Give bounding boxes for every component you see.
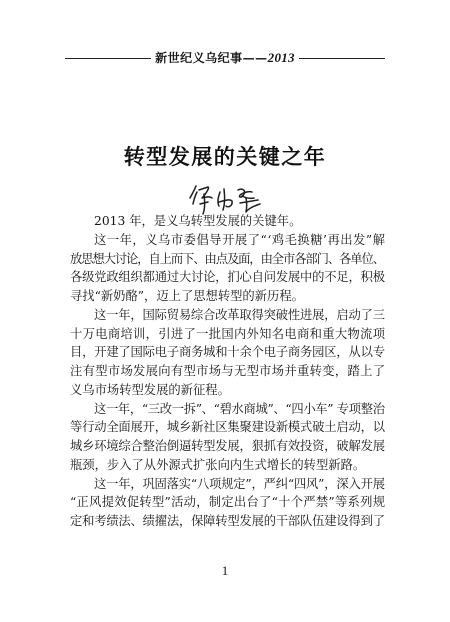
text-line bbox=[70, 306, 385, 325]
text-line-content: 义乌市场转型发展的新征程。 bbox=[70, 382, 230, 397]
text-line-content: 城乡环境综合整治倒逼转型发展，狠抓有效投资，破解发展 bbox=[70, 439, 385, 453]
text-line bbox=[70, 250, 385, 269]
text-line-content: 瓶颈，步入了从外源式扩张向内生式增长的转型新路。 bbox=[70, 457, 366, 472]
text-line-content: 这一年，巩固落实“八项规定”，严纠“四风”，深入开展 bbox=[94, 476, 385, 491]
running-header bbox=[65, 50, 385, 66]
text-line bbox=[70, 362, 385, 381]
text-line-content: 寻找“新奶酪”，迈上了思想转型的新历程。 bbox=[70, 289, 304, 303]
text-line-content: 目，开建了国际电子商务城和十余个电子商务园区，从以专 bbox=[70, 345, 385, 360]
header-dash: —— bbox=[242, 51, 268, 65]
book-title: 新世纪义乌纪事 bbox=[155, 51, 243, 65]
text-line bbox=[70, 475, 385, 494]
running-header-text bbox=[151, 50, 299, 66]
text-line bbox=[70, 437, 385, 456]
text-line-content: 这一年，“三改一拆”、“碧水商城”、“四小车” 专项整治 bbox=[94, 401, 385, 416]
text-line-content: 放思想大讨论，自上而下、由点及面，由全市各部门、各单位、 bbox=[70, 251, 384, 266]
text-line bbox=[70, 287, 385, 306]
text-line-content: 2013 年，是义乌转型发展的关键年。 bbox=[94, 214, 302, 228]
text-line-content: 这一年，国际贸易综合改革取得突破性进展，启动了三 bbox=[94, 307, 385, 322]
header-year: 2013 bbox=[267, 50, 295, 65]
paragraph-5 bbox=[70, 475, 385, 531]
paragraph-2 bbox=[70, 231, 385, 306]
article-title: 转型发展的关键之年 bbox=[123, 144, 327, 169]
text-line bbox=[70, 325, 385, 344]
text-line-content: 各级党政组织都通过大讨论，扪心自问发展中的不足，积极 bbox=[70, 270, 385, 285]
text-line-content: 定和考绩法、绩擢法，保障转型发展的干部队伍建设得到了 bbox=[70, 514, 385, 528]
paragraph-4 bbox=[70, 400, 385, 475]
article-body bbox=[70, 212, 385, 531]
text-line bbox=[70, 268, 385, 287]
author-signature bbox=[188, 182, 268, 216]
text-line-content: 注有型市场发展向有型市场与无型市场并重转变，踏上了 bbox=[70, 364, 386, 378]
text-line bbox=[70, 231, 385, 250]
text-line-content: 等行动全面展开，城乡新社区集聚建设新模式破土启动，以 bbox=[70, 420, 385, 435]
paragraph-3 bbox=[70, 306, 385, 400]
text-line bbox=[70, 418, 385, 437]
text-line bbox=[70, 212, 385, 231]
page-number: 1 bbox=[221, 563, 229, 578]
text-line bbox=[70, 493, 385, 512]
text-line-content: 十万电商培训，引进了一批国内外知名电商和重大物流项 bbox=[70, 326, 386, 341]
paragraph-1 bbox=[70, 212, 385, 231]
text-line bbox=[70, 381, 385, 400]
header-rule-right bbox=[299, 58, 385, 59]
header-rule-left bbox=[65, 58, 151, 59]
text-line bbox=[70, 400, 385, 419]
text-line bbox=[70, 343, 385, 362]
text-line-content: “正风提效促转型”活动，制定出台了“十个严禁”等系列规 bbox=[70, 495, 386, 510]
text-line bbox=[70, 456, 385, 475]
text-line-content: 这一年，义乌市委倡导开展了“‘鸡毛换糖’再出发”解 bbox=[94, 232, 386, 247]
text-line bbox=[70, 512, 385, 531]
